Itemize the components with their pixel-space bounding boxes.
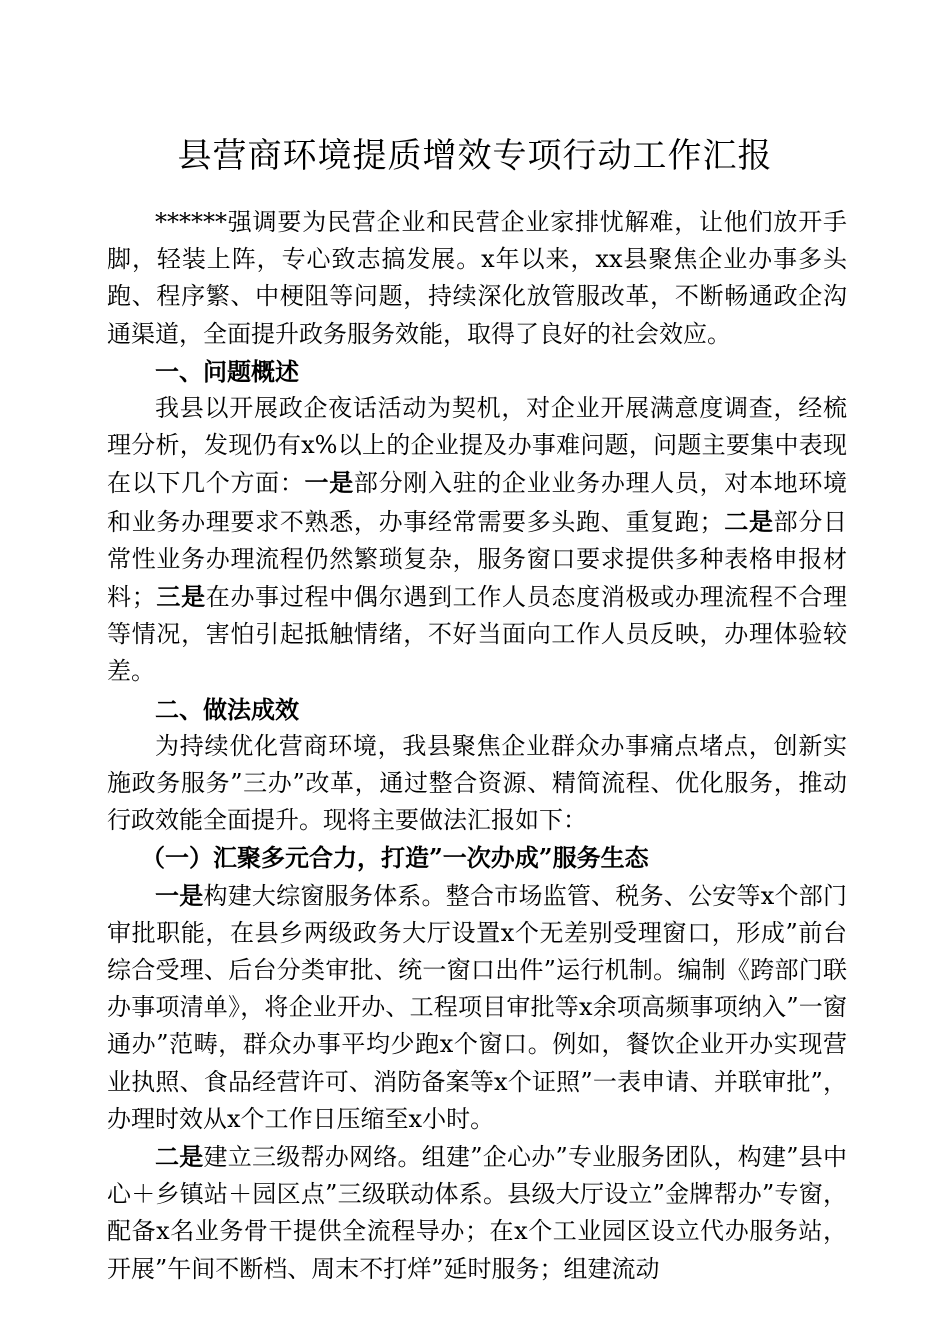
keyword-first: 一是	[304, 468, 354, 498]
section1-point-2-text: 部分日常性业务办理流程仍然繁琐复杂，服务窗口要求提供多种表格申报材料；	[107, 507, 848, 612]
keyword-second: 二是	[155, 1142, 204, 1172]
section1-point-1-text: 部分刚入驻的企业业务办理人员，对本地环境和业务办理要求不熟悉，办事经常需要多头跑、重复跑；	[107, 469, 848, 536]
keyword-third: 三是	[155, 582, 206, 612]
document-body	[107, 204, 847, 1288]
section1-paragraph	[107, 390, 847, 691]
document-title: 县营商环境提质增效专项行动工作汇报	[177, 136, 773, 176]
intro-paragraph: ******强调要为民营企业和民营企业家排忧解难，让他们放开手脚，轻装上阵，专心致志搞发展。x年以来，xx县聚焦企业办事多头跑、程序繁、中梗阻等问题，持续深化放管服改革，不断畅通政企沟通渠道，全面提升政务服务效能，取得了良好的社会效应。	[107, 208, 847, 348]
section1-point-3-text: 在办事过程中偶尔遇到工作人员态度消极或办理流程不合理等情况，害怕引起抵触情绪，不好当面向工作人员反映，办理体验较差。	[107, 583, 848, 686]
subsection1-paragraph-2	[107, 1138, 847, 1288]
subsection1-paragraph-2-text: 建立三级帮办网络。组建”企心办”专业服务团队，构建”县中心＋乡镇站＋园区点”三级联动体系。县级大厅设立”金牌帮办”专窗，配备x名业务骨干提供全流程导办；在x个工业园区设立代办服务站，开展”午间不断档、周末不打烊”延时服务；组建流动	[107, 1143, 847, 1283]
section2-intro-paragraph: 为持续优化营商环境，我县聚焦企业群众办事痛点堵点，创新实施政务服务”三办”改革，通过整合资源、精简流程、优化服务，推动行政效能全面提升。现将主要做法汇报如下：	[107, 731, 847, 835]
subsection-heading-1: （一）汇聚多元合力，打造”一次办成”服务生态	[141, 843, 649, 873]
section-heading-1: 一、问题概述	[155, 356, 299, 386]
keyword-second: 二是	[723, 506, 774, 536]
keyword-first: 一是	[155, 880, 204, 910]
section1-lead-text: 我县以开展政企夜话活动为契机，对企业开展满意度调查，经梳理分析，发现仍有x%以上的企业提及办事难问题，问题主要集中表现在以下几个方面：	[107, 394, 847, 498]
subsection1-paragraph-1	[107, 877, 847, 1138]
subsection1-paragraph-1-text: 构建大综窗服务体系。整合市场监管、税务、公安等x个部门审批职能，在县乡两级政务大厅设置x个无差别受理窗口，形成”前台综合受理、后台分类审批、统一窗口出件”运行机制。编制《跨部门联办事项清单》，将企业开办、工程项目审批等x余项高频事项纳入”一窗通办”范畴，群众办事平均少跑x个窗口。例如，餐饮企业开办实现营业执照、食品经营许可、消防备案等x个证照”一表申请、并联审批”，办理时效从x个工作日压缩至x小时。	[107, 881, 847, 1133]
section-heading-2: 二、做法成效	[155, 694, 299, 724]
